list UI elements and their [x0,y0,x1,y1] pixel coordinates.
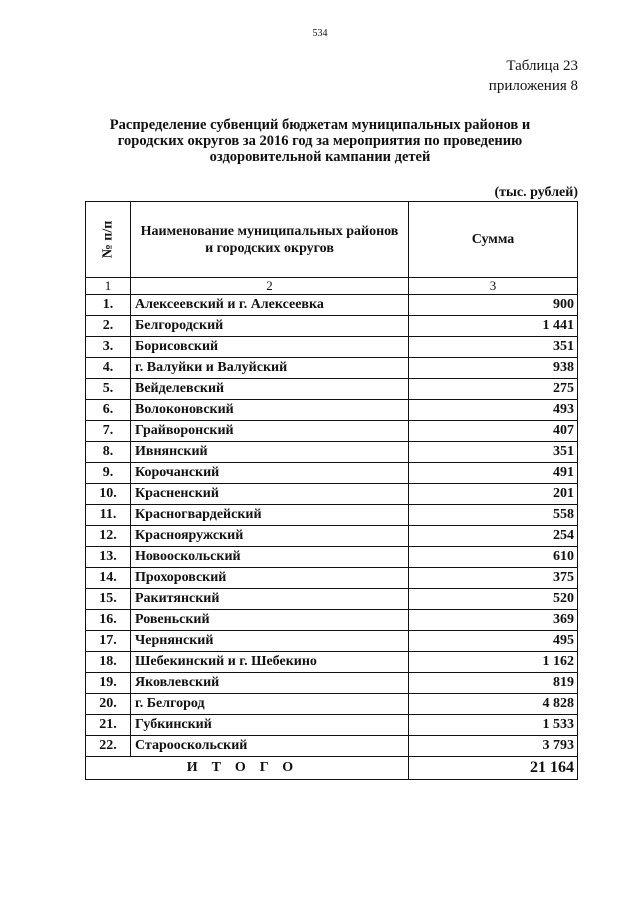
row-number: 8. [86,442,131,463]
table-row [86,295,578,316]
row-sum: 610 [409,547,578,568]
district-name: Корочанский [131,463,409,484]
column-index-row [86,278,578,295]
row-number: 14. [86,568,131,589]
column-index: 2 [131,278,409,295]
header-name: Наименование муниципальных районов и городских округов [131,202,409,278]
row-sum: 938 [409,358,578,379]
header-num-label: № п/п [100,220,116,259]
header-row [86,202,578,278]
table-row [86,526,578,547]
row-number: 13. [86,547,131,568]
table-body [86,278,578,780]
row-number: 22. [86,736,131,757]
total-label: ИТОГО [86,757,409,780]
row-sum: 254 [409,526,578,547]
district-name: Вейделевский [131,379,409,400]
row-number: 12. [86,526,131,547]
row-sum: 1 441 [409,316,578,337]
row-number: 1. [86,295,131,316]
header-num [86,202,131,278]
district-name: Ракитянский [131,589,409,610]
row-sum: 558 [409,505,578,526]
row-sum: 201 [409,484,578,505]
district-name: г. Валуйки и Валуйский [131,358,409,379]
row-sum: 369 [409,610,578,631]
total-row [86,757,578,780]
document-title: Распределение субвенций бюджетам муниципальных районов и городских округов за 2016 год за мероприятия по проведению оздоровительной кампании детей [109,117,531,165]
district-name: Ровеньский [131,610,409,631]
district-name: Грайворонский [131,421,409,442]
district-name: Новооскольский [131,547,409,568]
row-sum: 1 162 [409,652,578,673]
row-number: 7. [86,421,131,442]
units-label: (тыс. рублей) [494,185,578,200]
row-sum: 495 [409,631,578,652]
row-number: 19. [86,673,131,694]
row-number: 11. [86,505,131,526]
row-number: 15. [86,589,131,610]
row-sum: 4 828 [409,694,578,715]
table-row [86,589,578,610]
district-name: Борисовский [131,337,409,358]
row-number: 21. [86,715,131,736]
district-name: Ивнянский [131,442,409,463]
table-row [86,568,578,589]
table-row [86,547,578,568]
table-row [86,694,578,715]
row-sum: 493 [409,400,578,421]
row-sum: 351 [409,442,578,463]
subsidy-table [85,201,578,780]
table-row [86,673,578,694]
table-row [86,484,578,505]
row-number: 3. [86,337,131,358]
district-name: Старооскольский [131,736,409,757]
district-name: Яковлевский [131,673,409,694]
row-number: 16. [86,610,131,631]
row-sum: 3 793 [409,736,578,757]
table-row [86,337,578,358]
table-row [86,505,578,526]
row-sum: 491 [409,463,578,484]
table-row [86,631,578,652]
district-name: Красненский [131,484,409,505]
table-row [86,715,578,736]
table-caption [489,56,578,96]
district-name: Губкинский [131,715,409,736]
row-number: 10. [86,484,131,505]
table-row [86,463,578,484]
row-number: 18. [86,652,131,673]
row-sum: 900 [409,295,578,316]
header-sum: Сумма [409,202,578,278]
table-row [86,652,578,673]
row-sum: 1 533 [409,715,578,736]
row-sum: 819 [409,673,578,694]
district-name: Шебекинский и г. Шебекино [131,652,409,673]
table-row [86,400,578,421]
row-sum: 407 [409,421,578,442]
district-name: Чернянский [131,631,409,652]
district-name: Красногвардейский [131,505,409,526]
row-sum: 275 [409,379,578,400]
district-name: г. Белгород [131,694,409,715]
column-index: 1 [86,278,131,295]
table-row [86,358,578,379]
row-number: 9. [86,463,131,484]
table-row [86,421,578,442]
caption-table-number: Таблица 23 [506,58,578,74]
caption-appendix: приложения 8 [488,78,578,94]
table-row [86,379,578,400]
table-row [86,736,578,757]
district-name: Волоконовский [131,400,409,421]
row-sum: 520 [409,589,578,610]
row-sum: 375 [409,568,578,589]
row-number: 20. [86,694,131,715]
district-name: Краснояружский [131,526,409,547]
column-index: 3 [409,278,578,295]
district-name: Алексеевский и г. Алексеевка [131,295,409,316]
table-row [86,316,578,337]
row-number: 2. [86,316,131,337]
table-row [86,442,578,463]
row-number: 6. [86,400,131,421]
row-number: 17. [86,631,131,652]
district-name: Белгородский [131,316,409,337]
district-name: Прохоровский [131,568,409,589]
table-row [86,610,578,631]
row-number: 5. [86,379,131,400]
row-sum: 351 [409,337,578,358]
row-number: 4. [86,358,131,379]
total-sum: 21 164 [409,757,578,780]
page-number: 534 [312,28,328,39]
